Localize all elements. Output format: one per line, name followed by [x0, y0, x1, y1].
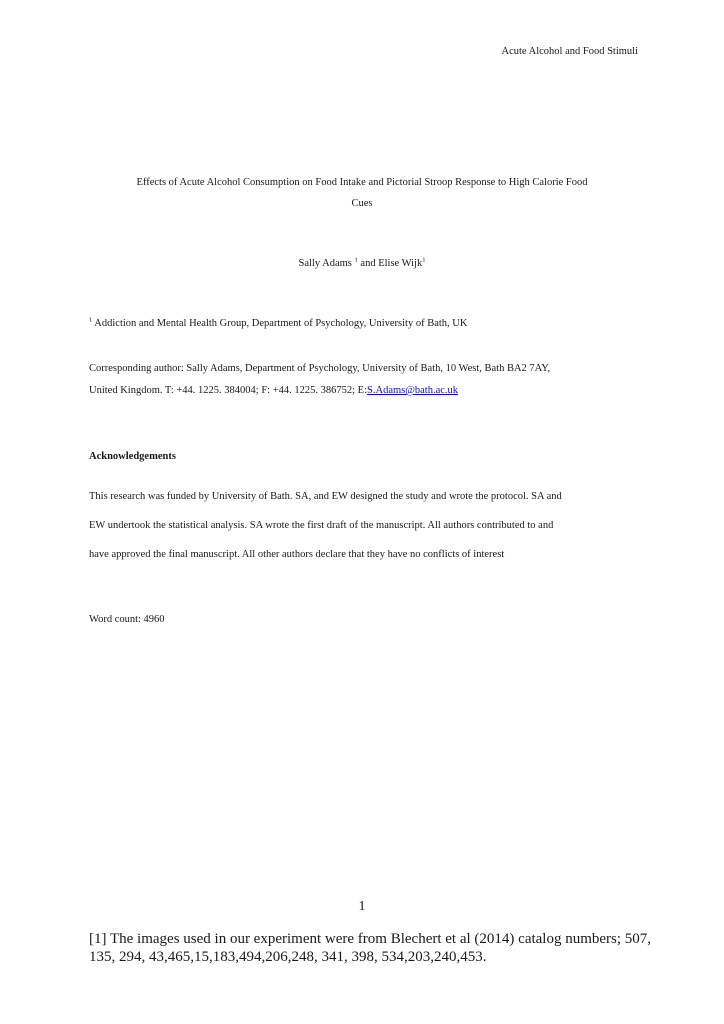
acknowledgements-line: have approved the final manuscript. All other authors declare that they have no conflicts of interest: [89, 549, 505, 560]
author-affiliation-mark: 1: [422, 256, 426, 264]
author-name: Sally Adams: [298, 258, 352, 269]
footnote-line-1: [1] The images used in our experiment were from Blechert et al (2014) catalog numbers; 507,: [89, 931, 652, 947]
title-line-1: Effects of Acute Alcohol Consumption on Food Intake and Pictorial Stroop Response to High Calorie Food: [136, 177, 588, 188]
corresponding-line-1: Corresponding author: Sally Adams, Department of Psychology, University of Bath, 10 West, Bath BA2 7AY,: [89, 363, 551, 374]
running-head: Acute Alcohol and Food Stimuli: [501, 46, 638, 57]
acknowledgements-body: [89, 482, 649, 569]
corresponding-line-2: [89, 380, 649, 402]
acknowledgements-line: EW undertook the statistical analysis. SA wrote the first draft of the manuscript. All authors contributed to and: [89, 520, 554, 531]
author-name: Elise Wijk: [378, 258, 423, 269]
affiliation-text: Addiction and Mental Health Group, Department of Psychology, University of Bath, UK: [94, 318, 468, 329]
footnote-line-2: 135, 294, 43,465,15,183,494,206,248, 341, 398, 534,203,240,453.: [89, 949, 487, 965]
acknowledgements-line: This research was funded by University of Bath. SA, and EW designed the study and wrote the protocol. SA and: [89, 491, 562, 502]
corresponding-author: [89, 358, 649, 402]
title-line-2: Cues: [351, 198, 373, 209]
paper-title: [90, 172, 634, 214]
affiliation: [89, 318, 467, 329]
author-list: [0, 258, 724, 269]
author-affiliation-mark: 1: [354, 256, 358, 264]
affiliation-mark: 1: [89, 316, 93, 324]
footnote: [89, 930, 652, 966]
word-count: Word count: 4960: [89, 614, 165, 625]
email-link[interactable]: S.Adams@bath.ac.uk: [367, 385, 459, 396]
acknowledgements-heading: Acknowledgements: [89, 451, 176, 462]
contact-details: United Kingdom. T: +44. 1225. 384004; F: +44. 1225. 386752; E:: [89, 385, 368, 396]
page-number: 1: [358, 899, 366, 914]
author-conjunction: and: [360, 258, 376, 269]
